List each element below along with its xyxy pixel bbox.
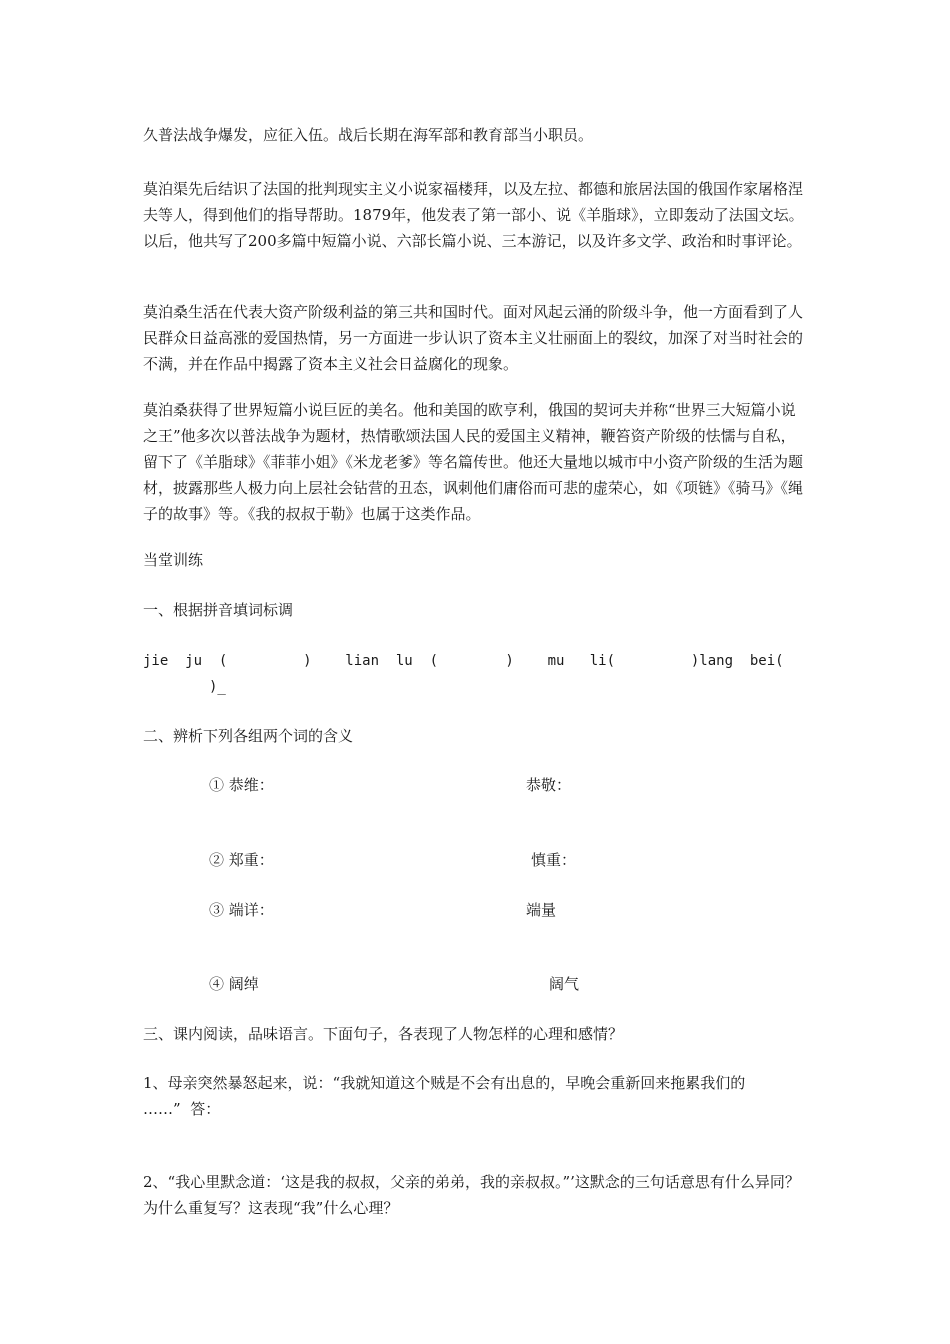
paragraph-1: 久普法战争爆发，应征入伍。战后长期在海军部和教育部当小职员。 [143, 126, 594, 144]
word-pair-3-left: ③ 端详： [209, 901, 274, 919]
word-pair-2-right: 慎重： [531, 851, 577, 869]
pinyin-line-2: )_ [209, 679, 226, 695]
word-pair-2-left: ② 郑重： [209, 851, 274, 869]
paragraph-2: 莫泊渠先后结识了法国的批判现实主义小说家福楼拜，以及左拉、都德和旅居法国的俄国作家屠格涅夫等人，得到他们的指导帮助。1879年，他发表了第一部小、说《羊脂球》，立即轰动了法国文坛。以后，他共写了200多篇中短篇小说、六部长篇小说、三本游记，以及许多文学、政治和时事评论。 [143, 180, 804, 250]
paragraph-3: 莫泊桑生活在代表大资产阶级利益的第三共和国时代。面对风起云涌的阶级斗争，他一方面看到了人民群众日益高涨的爱国热情，另一方面进一步认识了资本主义壮丽面上的裂纹，加深了对当时社会的不满，并在作品中揭露了资本主义社会日益腐化的现象。 [143, 303, 804, 373]
question-1-title: 一、根据拼音填词标调 [143, 601, 294, 619]
word-pair-3-right: 端量 [526, 901, 557, 919]
question-2-title: 二、辨析下列各组两个词的含义 [143, 727, 354, 745]
pinyin-line-1: jie ju ( ) lian lu ( ) mu li( )lang bei( [143, 653, 784, 669]
word-pair-4-left: ④ 阔绰 [209, 975, 259, 993]
reading-item-1-line-1: 1、母亲突然暴怒起来，说：“我就知道这个贼是不会有出息的，早晚会重新回来拖累我们的 [143, 1074, 746, 1092]
word-pair-1-right: 恭敬： [526, 776, 572, 794]
question-3-title: 三、课内阅读，品味语言。下面句子，各表现了人物怎样的心理和感情？ [143, 1025, 624, 1043]
reading-item-2: 2、“我心里默念道：‘这是我的叔叔，父亲的弟弟，我的亲叔叔。”’这默念的三句话意思有什么异同？为什么重复写？这表现“我”什么心理？ [143, 1173, 800, 1217]
word-pair-1-left: ① 恭维： [209, 776, 274, 794]
reading-item-1-line-2: ……” 答： [143, 1100, 221, 1118]
paragraph-4: 莫泊桑获得了世界短篇小说巨匠的美名。他和美国的欧亨利，俄国的契诃夫并称“世界三大短篇小说之王”他多次以普法战争为题材，热情歌颂法国人民的爱国主义精神，鞭笞资产阶级的怯懦与自私，留下了《羊脂球》《菲菲小姐》《米龙老爹》等名篇传世。他还大量地以城市中小资产阶级的生活为题材，披露那些人极力向上层社会钻营的丑态，讽刺他们庸俗而可悲的虚荣心，如《项链》《骑马》《绳子的故事》等。《我的叔叔于勒》也属于这类作品。 [143, 401, 804, 523]
word-pair-4-right: 阔气 [549, 975, 580, 993]
practice-heading: 当堂训练 [143, 551, 204, 569]
